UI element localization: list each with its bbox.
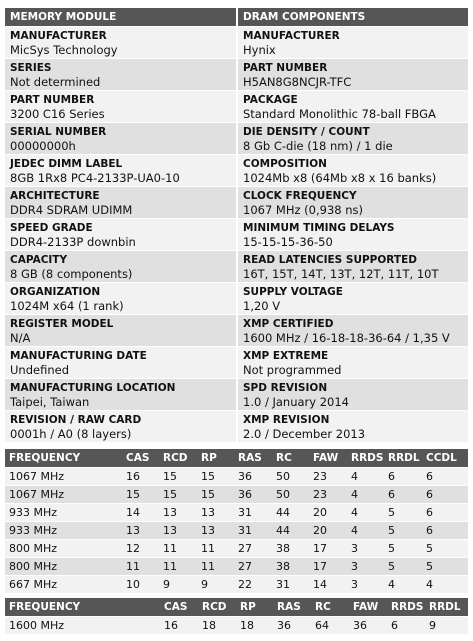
column-header-cas: CAS: [122, 449, 159, 467]
field-label: SUPPLY VOLTAGE: [243, 286, 343, 298]
column-header-rc: RC: [311, 598, 349, 616]
field-label: SPEED GRADE: [10, 222, 93, 234]
table-cell: 6: [422, 485, 468, 503]
memory-module-field-jedec-dimm-label: [5, 155, 236, 187]
field-value: DDR4-2133P downbin: [10, 235, 136, 249]
field-value: Not programmed: [243, 363, 342, 377]
field-value: 1,20 V: [243, 299, 281, 313]
table-cell: 1067 MHz: [5, 467, 122, 485]
column-header-rc: RC: [272, 449, 309, 467]
table-cell: 27: [234, 557, 272, 575]
field-value: 0001h / A0 (8 layers): [10, 427, 132, 441]
table-cell: 38: [272, 557, 309, 575]
table-cell: 10: [122, 575, 159, 593]
field-label: MANUFACTURING LOCATION: [10, 382, 176, 394]
table-cell: 5: [384, 503, 422, 521]
column-header-cas: CAS: [160, 598, 198, 616]
table-cell: 50: [272, 485, 309, 503]
field-label: READ LATENCIES SUPPORTED: [243, 254, 417, 266]
memory-module-field-part-number: [5, 91, 236, 123]
field-value: 1024Mb x8 (64Mb x8 x 16 banks): [243, 171, 437, 185]
table-cell: 4: [384, 575, 422, 593]
field-label: DIE DENSITY / COUNT: [243, 126, 370, 138]
table-row: [5, 467, 468, 485]
table-cell: 800 MHz: [5, 539, 122, 557]
field-label: JEDEC DIMM LABEL: [10, 158, 123, 170]
dram-field-package: [238, 91, 468, 123]
table-cell: 18: [198, 616, 236, 634]
table-cell: 11: [122, 557, 159, 575]
table-cell: 31: [234, 521, 272, 539]
dram-components-header: DRAM COMPONENTS: [238, 8, 468, 26]
field-label: MINIMUM TIMING DELAYS: [243, 222, 395, 234]
dram-field-composition: [238, 155, 468, 187]
field-label: COMPOSITION: [243, 158, 327, 170]
table-cell: 44: [272, 503, 309, 521]
table-cell: 44: [272, 521, 309, 539]
field-label: REVISION / RAW CARD: [10, 414, 142, 426]
table-cell: 5: [422, 539, 468, 557]
dram-field-xmp-extreme: [238, 347, 468, 379]
table-cell: 13: [197, 503, 234, 521]
table-cell: 933 MHz: [5, 503, 122, 521]
column-header-faw: FAW: [309, 449, 347, 467]
column-header-rp: RP: [236, 598, 273, 616]
table-cell: 6: [422, 467, 468, 485]
column-header-rcd: RCD: [198, 598, 236, 616]
memory-module-field-architecture: [5, 187, 236, 219]
table-cell: 9: [197, 575, 234, 593]
column-header-frequency: FREQUENCY: [5, 598, 160, 616]
memory-module-field-capacity: [5, 251, 236, 283]
column-header-frequency: FREQUENCY: [5, 449, 122, 467]
memory-module-field-manufacturing-date: [5, 347, 236, 379]
table-cell: 4: [347, 467, 384, 485]
field-label: SERIAL NUMBER: [10, 126, 107, 138]
table-cell: 933 MHz: [5, 521, 122, 539]
table-cell: 27: [234, 539, 272, 557]
field-value: 1024M x64 (1 rank): [10, 299, 124, 313]
column-header-rcd: RCD: [159, 449, 197, 467]
table-cell: 23: [309, 485, 347, 503]
dram-field-xmp-revision: [238, 411, 468, 443]
column-header-rp: RP: [197, 449, 234, 467]
dram-field-manufacturer: [238, 27, 468, 59]
table-cell: 3: [347, 575, 384, 593]
field-label: MANUFACTURER: [10, 30, 107, 42]
table-row: [5, 616, 468, 634]
field-label: ORGANIZATION: [10, 286, 101, 298]
table-cell: 13: [122, 521, 159, 539]
table-cell: 6: [387, 616, 425, 634]
table-cell: 36: [273, 616, 311, 634]
table-cell: 12: [122, 539, 159, 557]
table-cell: 22: [234, 575, 272, 593]
field-label: PART NUMBER: [10, 94, 95, 106]
field-value: N/A: [10, 331, 31, 345]
column-header-ras: RAS: [273, 598, 311, 616]
table-cell: 11: [159, 539, 197, 557]
field-label: XMP REVISION: [243, 414, 330, 426]
table-cell: 667 MHz: [5, 575, 122, 593]
table-cell: 3: [347, 539, 384, 557]
table-cell: 5: [384, 521, 422, 539]
column-header-rrdl: RRDL: [425, 598, 468, 616]
field-value: 8 GB (8 components): [10, 267, 133, 281]
field-value: 1067 MHz (0,938 ns): [243, 203, 364, 217]
memory-module-field-serial-number: [5, 123, 236, 155]
table-row: [5, 503, 468, 521]
field-label: SPD REVISION: [243, 382, 328, 394]
field-label: XMP EXTREME: [243, 350, 329, 362]
field-label: ARCHITECTURE: [10, 190, 100, 202]
field-value: 1600 MHz / 16-18-18-36-64 / 1,35 V: [243, 331, 450, 345]
table-cell: 5: [422, 557, 468, 575]
field-value: Standard Monolithic 78-ball FBGA: [243, 107, 436, 121]
dram-components-list: [238, 27, 468, 443]
table-cell: 1600 MHz: [5, 616, 160, 634]
table-cell: 17: [309, 557, 347, 575]
table-cell: 36: [349, 616, 387, 634]
table-row: [5, 575, 468, 593]
field-value: Undefined: [10, 363, 69, 377]
table-cell: 4: [422, 575, 468, 593]
field-label: PACKAGE: [243, 94, 298, 106]
column-header-rrds: RRDS: [347, 449, 384, 467]
table-cell: 15: [159, 467, 197, 485]
table-cell: 6: [422, 521, 468, 539]
dram-field-read-latencies-supported: [238, 251, 468, 283]
dram-field-part-number: [238, 59, 468, 91]
table-cell: 3: [347, 557, 384, 575]
field-value: H5AN8G8NCJR-TFC: [243, 75, 352, 89]
field-value: 1.0 / January 2014: [243, 395, 349, 409]
table-cell: 15: [122, 485, 159, 503]
field-value: 8GB 1Rx8 PC4-2133P-UA0-10: [10, 171, 180, 185]
memory-module-field-manufacturing-location: [5, 379, 236, 411]
table-cell: 64: [311, 616, 349, 634]
column-header-rrds: RRDS: [387, 598, 425, 616]
field-label: XMP CERTIFIED: [243, 318, 334, 330]
memory-module-field-revision-raw-card: [5, 411, 236, 443]
table-cell: 800 MHz: [5, 557, 122, 575]
memory-module-field-series: [5, 59, 236, 91]
field-label: PART NUMBER: [243, 62, 328, 74]
table-cell: 36: [234, 485, 272, 503]
memory-module-field-speed-grade: [5, 219, 236, 251]
field-value: MicSys Technology: [10, 43, 118, 57]
xmp-timings-table: [5, 598, 468, 635]
dram-field-die-density-count: [238, 123, 468, 155]
table-cell: 6: [384, 467, 422, 485]
field-label: CLOCK FREQUENCY: [243, 190, 357, 202]
table-cell: 6: [422, 503, 468, 521]
table-cell: 16: [122, 467, 159, 485]
table-cell: 13: [159, 521, 197, 539]
field-value: 2.0 / December 2013: [243, 427, 366, 441]
table-cell: 50: [272, 467, 309, 485]
field-value: 00000000h: [10, 139, 76, 153]
field-label: SERIES: [10, 62, 52, 74]
field-value: Not determined: [10, 75, 101, 89]
memory-module-field-register-model: [5, 315, 236, 347]
dram-field-supply-voltage: [238, 283, 468, 315]
field-value: 16T, 15T, 14T, 13T, 12T, 11T, 10T: [243, 267, 439, 281]
table-cell: 15: [197, 467, 234, 485]
table-cell: 38: [272, 539, 309, 557]
field-label: MANUFACTURING DATE: [10, 350, 147, 362]
column-header-ras: RAS: [234, 449, 272, 467]
table-cell: 5: [384, 539, 422, 557]
table-cell: 1067 MHz: [5, 485, 122, 503]
table-cell: 4: [347, 521, 384, 539]
table-cell: 11: [197, 539, 234, 557]
field-value: Taipei, Taiwan: [10, 395, 90, 409]
field-label: MANUFACTURER: [243, 30, 340, 42]
table-cell: 13: [197, 521, 234, 539]
field-label: CAPACITY: [10, 254, 68, 266]
table-cell: 17: [309, 539, 347, 557]
table-row: [5, 485, 468, 503]
column-header-rrdl: RRDL: [384, 449, 422, 467]
table-cell: 11: [159, 557, 197, 575]
table-cell: 20: [309, 503, 347, 521]
table-cell: 15: [159, 485, 197, 503]
table-cell: 14: [122, 503, 159, 521]
column-header-faw: FAW: [349, 598, 387, 616]
table-row: [5, 539, 468, 557]
field-value: 15-15-15-36-50: [243, 235, 333, 249]
dram-field-xmp-certified: [238, 315, 468, 347]
memory-module-list: [5, 27, 236, 443]
table-cell: 6: [384, 485, 422, 503]
column-header-ccdl: CCDL: [422, 449, 468, 467]
dram-field-spd-revision: [238, 379, 468, 411]
field-value: DDR4 SDRAM UDIMM: [10, 203, 133, 217]
table-cell: 4: [347, 503, 384, 521]
table-row: [5, 521, 468, 539]
memory-module-field-organization: [5, 283, 236, 315]
table-cell: 14: [309, 575, 347, 593]
table-cell: 23: [309, 467, 347, 485]
dram-field-minimum-timing-delays: [238, 219, 468, 251]
field-label: REGISTER MODEL: [10, 318, 114, 330]
table-row: [5, 557, 468, 575]
table-cell: 36: [234, 467, 272, 485]
table-cell: 20: [309, 521, 347, 539]
jedec-timings-table: [5, 449, 468, 594]
memory-module-header: MEMORY MODULE: [5, 8, 236, 26]
field-value: Hynix: [243, 43, 276, 57]
table-cell: 15: [197, 485, 234, 503]
table-cell: 9: [425, 616, 468, 634]
table-cell: 16: [160, 616, 198, 634]
table-cell: 5: [384, 557, 422, 575]
dram-field-clock-frequency: [238, 187, 468, 219]
table-cell: 18: [236, 616, 273, 634]
table-cell: 13: [159, 503, 197, 521]
field-value: 3200 C16 Series: [10, 107, 105, 121]
table-cell: 31: [234, 503, 272, 521]
table-cell: 4: [347, 485, 384, 503]
table-cell: 9: [159, 575, 197, 593]
field-value: 8 Gb C-die (18 nm) / 1 die: [243, 139, 393, 153]
table-cell: 11: [197, 557, 234, 575]
table-cell: 31: [272, 575, 309, 593]
memory-module-field-manufacturer: [5, 27, 236, 59]
